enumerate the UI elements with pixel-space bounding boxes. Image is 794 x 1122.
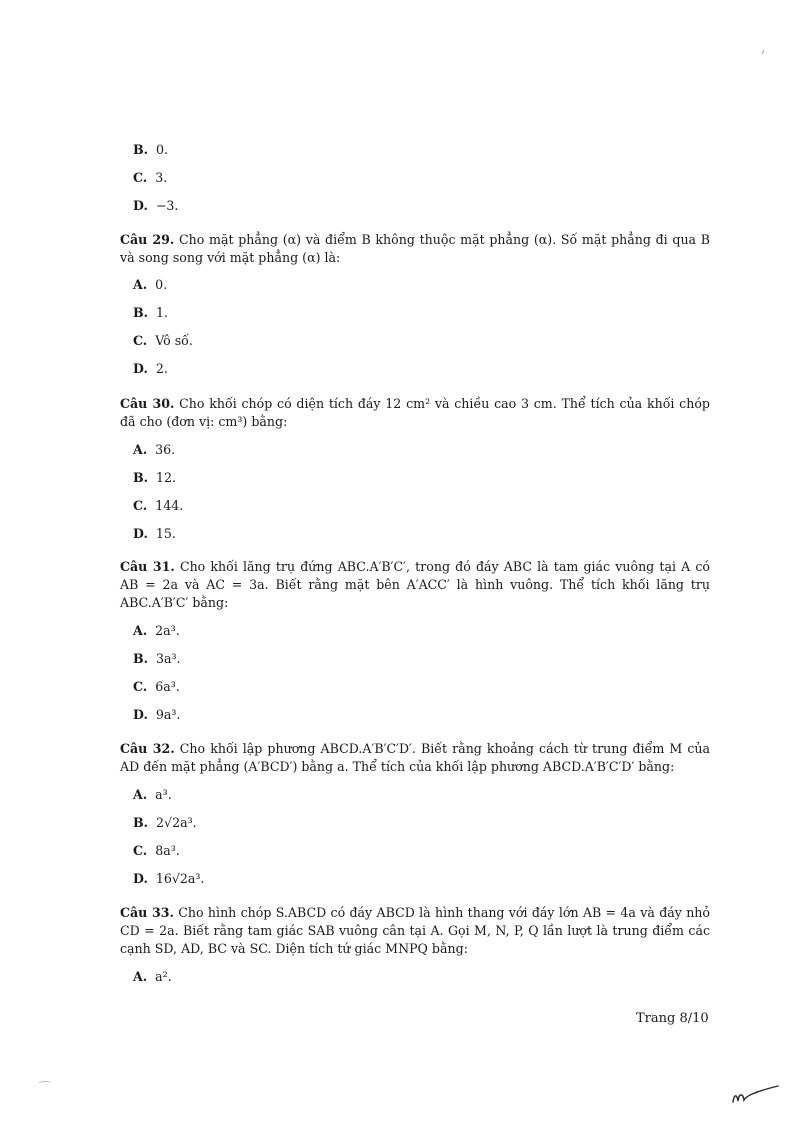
question-text: Cho khối chóp có diện tích đáy 12 cm² và chiều cao 3 cm. Thể tích của khối chóp đã cho (đơn vị: cm³) bằng: <box>120 396 710 429</box>
option-text: 0. <box>156 142 169 157</box>
question-30 <box>120 395 710 431</box>
scan-speck <box>760 48 768 56</box>
question-label: Câu 30. <box>120 396 175 411</box>
option-text: 12. <box>156 470 177 485</box>
option-text: 16√2a³. <box>155 871 205 886</box>
option-text: 8a³. <box>155 843 180 858</box>
q30-option-d <box>133 526 176 541</box>
q31-option-a <box>133 623 180 638</box>
q32-option-a <box>133 787 172 802</box>
question-29 <box>120 231 710 267</box>
option-label: D. <box>133 707 148 722</box>
option-text: a³. <box>155 787 172 802</box>
q33-option-a <box>133 969 172 984</box>
option-label: A. <box>133 277 148 292</box>
question-label: Câu 32. <box>120 741 175 756</box>
q31-option-c <box>133 679 180 694</box>
question-text: Cho khối lăng trụ đứng ABC.A′B′C′, trong đó đáy ABC là tam giác vuông tại A có AB = 2a và AC = 3a. Biết rằng mặt bên A′ACC′ là hình vuông. Thể tích khối lăng trụ ABC.A′B′C′ bằng: <box>120 559 710 610</box>
option-label: A. <box>133 787 148 802</box>
option-text: 3a³. <box>156 651 181 666</box>
option-text: 3. <box>155 170 168 185</box>
option-text: 2√2a³. <box>156 815 197 830</box>
option-label: B. <box>133 142 149 157</box>
q29-option-a <box>133 277 167 292</box>
question-label: Câu 31. <box>120 559 175 574</box>
question-31 <box>120 558 710 612</box>
question-32 <box>120 740 710 776</box>
option-text: 36. <box>155 442 176 457</box>
q32-option-c <box>133 843 180 858</box>
q32-option-b <box>133 815 197 830</box>
option-text: 0. <box>155 277 168 292</box>
option-text: 1. <box>156 305 169 320</box>
option-text: 6a³. <box>155 679 180 694</box>
question-text: Cho hình chóp S.ABCD có đáy ABCD là hình thang với đáy lớn AB = 4a và đáy nhỏ CD = 2a. Biết rằng tam giác SAB vuông cân tại A. Gọi M, N, P, Q lần lượt là trung điểm các cạnh SD, AD, BC và SC. Diện tích tứ giác MNPQ bằng: <box>120 905 710 956</box>
option-text: Vô số. <box>155 333 193 348</box>
option-label: C. <box>133 679 148 694</box>
handwritten-mark <box>730 1082 782 1108</box>
option-b-prev <box>133 142 168 157</box>
q29-option-b <box>133 305 168 320</box>
q31-option-d <box>133 707 180 722</box>
option-label: D. <box>133 361 148 376</box>
q30-option-a <box>133 442 175 457</box>
q32-option-d <box>133 871 204 886</box>
option-text: 15. <box>155 526 176 541</box>
option-c-prev <box>133 170 167 185</box>
option-label: C. <box>133 333 148 348</box>
q29-option-c <box>133 333 193 348</box>
option-label: D. <box>133 526 148 541</box>
question-label: Câu 29. <box>120 232 175 247</box>
option-label: C. <box>133 498 148 513</box>
q31-option-b <box>133 651 181 666</box>
option-label: A. <box>133 442 148 457</box>
option-text: 9a³. <box>155 707 181 722</box>
option-label: D. <box>133 198 148 213</box>
option-label: B. <box>133 815 149 830</box>
option-label: A. <box>133 623 148 638</box>
question-label: Câu 33. <box>120 905 174 920</box>
option-text: 2a³. <box>155 623 180 638</box>
option-text: 144. <box>155 498 184 513</box>
option-label: C. <box>133 170 148 185</box>
q30-option-c <box>133 498 183 513</box>
question-text: Cho mặt phẳng (α) và điểm B không thuộc mặt phẳng (α). Số mặt phẳng đi qua B và song song với mặt phẳng (α) là: <box>120 232 710 265</box>
option-text: a². <box>155 969 172 984</box>
option-label: A. <box>133 969 148 984</box>
q29-option-d <box>133 361 168 376</box>
option-text: 2. <box>155 361 168 376</box>
option-text: −3. <box>155 198 179 213</box>
option-label: D. <box>133 871 148 886</box>
option-label: C. <box>133 843 148 858</box>
option-label: B. <box>133 305 149 320</box>
option-label: B. <box>133 651 149 666</box>
option-label: B. <box>133 470 149 485</box>
question-33 <box>120 904 710 958</box>
question-text: Cho khối lập phương ABCD.A′B′C′D′. Biết rằng khoảng cách từ trung điểm M của AD đến mặt phẳng (A′BCD′) bằng a. Thể tích của khối lập phương ABCD.A′B′C′D′ bằng: <box>120 741 710 774</box>
page-number: Trang 8/10 <box>636 1011 709 1026</box>
q30-option-b <box>133 470 176 485</box>
scan-speck <box>38 1078 52 1086</box>
option-d-prev <box>133 198 178 213</box>
